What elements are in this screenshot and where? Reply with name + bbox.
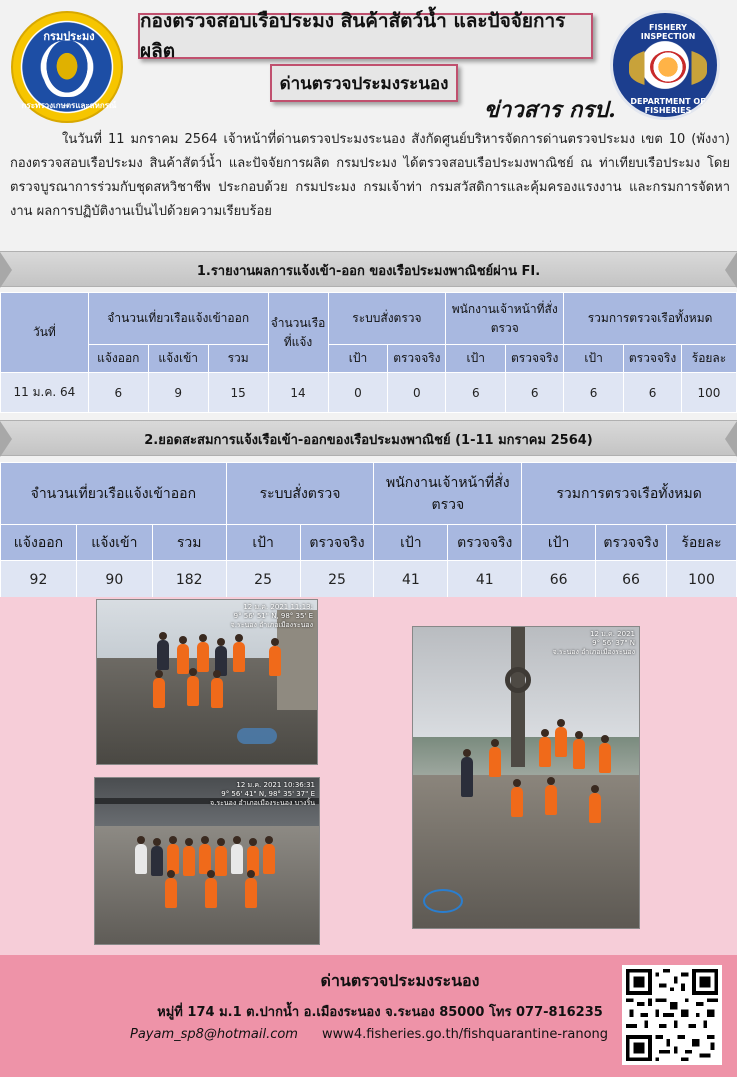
cell-ord-actual: 0: [388, 373, 446, 413]
section1-banner: [0, 251, 737, 287]
sub-tot-actual: ตรวจจริง: [624, 345, 682, 373]
department-of-fisheries-logo: [11, 11, 123, 123]
fish-emblem-icon: [650, 51, 686, 83]
col-ordered: ระบบสั่งตรวจ: [328, 293, 446, 345]
daily-report-table: [0, 292, 737, 413]
cell-off-target: 41: [374, 561, 448, 599]
qr-code-icon[interactable]: [622, 965, 722, 1065]
sub-out: แจ้งออก: [88, 345, 148, 373]
sub-tot-actual: ตรวจจริง: [596, 525, 667, 561]
sub-ord-actual: ตรวจจริง: [388, 345, 446, 373]
sub-out: แจ้งออก: [1, 525, 77, 561]
cell-sum: 15: [208, 373, 268, 413]
sub-tot-target: เป้า: [522, 525, 596, 561]
col-vessels: จำนวนเรือที่แจ้ง: [268, 293, 328, 373]
sub-in: แจ้งเข้า: [76, 525, 152, 561]
fishery-inspection-logo: [610, 10, 720, 120]
col-total: รวมการตรวจเรือทั้งหมด: [522, 463, 737, 525]
sub-percent: ร้อยละ: [667, 525, 737, 561]
inspection-photo-1: [96, 599, 318, 765]
footer-email[interactable]: Payam_sp8@hotmail.com: [130, 1027, 298, 1042]
cell-date: 11 ม.ค. 64: [1, 373, 89, 413]
table-row: [1, 561, 737, 599]
sub-in: แจ้งเข้า: [148, 345, 208, 373]
sub-off-actual: ตรวจจริง: [506, 345, 564, 373]
inspection-photo-3: [412, 626, 640, 929]
sub-off-actual: ตรวจจริง: [448, 525, 522, 561]
sub-sum: รวม: [208, 345, 268, 373]
sub-percent: ร้อยละ: [681, 345, 736, 373]
page-subtitle: ด่านตรวจประมงระนอง: [270, 64, 458, 102]
cell-ord-target: 0: [328, 373, 388, 413]
footer-office-name: ด่านตรวจประมงระนอง: [320, 971, 480, 990]
logo-right-top-text: FISHERY INSPECTION: [640, 23, 696, 41]
header: [0, 0, 737, 128]
sub-ord-actual: ตรวจจริง: [300, 525, 374, 561]
col-officer: พนักงานเจ้าหน้าที่สั่งตรวจ: [446, 293, 564, 345]
cell-percent: 100: [667, 561, 737, 599]
cell-vessels: 14: [268, 373, 328, 413]
sub-sum: รวม: [152, 525, 226, 561]
banner-left-arrow-icon: [0, 252, 12, 288]
sub-tot-target: เป้า: [564, 345, 624, 373]
col-date: วันที่: [1, 293, 89, 373]
page-title: กองตรวจสอบเรือประมง สินค้าสัตว์น้ำ และปัจจัยการผลิต: [138, 13, 593, 59]
cell-out: 6: [88, 373, 148, 413]
col-total: รวมการตรวจเรือทั้งหมด: [564, 293, 737, 345]
cell-percent: 100: [681, 373, 736, 413]
banner-right-arrow-icon: [725, 252, 737, 288]
logo-left-bottom-text: กระทรวงเกษตรและสหกรณ์: [21, 101, 117, 110]
cell-tot-target: 66: [522, 561, 596, 599]
cell-ord-target: 25: [226, 561, 300, 599]
inspection-photo-2: [94, 777, 320, 945]
footer-website[interactable]: www4.fisheries.go.th/fishquarantine-ranong: [322, 1027, 609, 1042]
footer: [0, 955, 737, 1077]
cell-in: 90: [76, 561, 152, 599]
banner-right-arrow-icon: [725, 421, 737, 457]
photo-2-stamp: 12 ม.ค. 2021 10:36:31 9° 56' 41" N, 98° 35' 37" E จ.ระนอง อำเภอเมืองระนอง บางริ้น: [210, 781, 315, 807]
section2-banner: [0, 420, 737, 456]
cell-off-actual: 41: [448, 561, 522, 599]
col-officer: พนักงานเจ้าหน้าที่สั่งตรวจ: [374, 463, 522, 525]
logo-left-top-text: กรมประมง: [43, 30, 95, 43]
col-ordered: ระบบสั่งตรวจ: [226, 463, 374, 525]
cell-ord-actual: 25: [300, 561, 374, 599]
photo-1-stamp: 12 ม.ค. 2021 11:13: 9° 56' 51" N, 98° 35' E จ.ระนอง อำเภอเมืองระนอง: [230, 603, 313, 629]
cell-out: 92: [1, 561, 77, 599]
sub-off-target: เป้า: [374, 525, 448, 561]
cell-sum: 182: [152, 561, 226, 599]
intro-paragraph: ในวันที่ 11 มกราคม 2564 เจ้าหน้าที่ด่านตรวจประมงระนอง สังกัดศูนย์บริหารจัดการด่านตรวจประมง เขต 10 (พังงา) กองตรวจสอบเรือประมง สินค้าสัตว์น้ำ และปัจจัยการผลิต กรมประมง ได้ตรวจสอบเรือประมงพาณิชย์ ณ ท่าเทียบเรือประมง โดยตรวจบูรณาการร่วมกับชุดสหวิชาชีพ ประกอบด้วย กรมประมง กรมเจ้าท่า กรมสวัสดิการและคุ้มครองแรงงาน และกรมการจัดหางาน ผลการปฏิบัติงานเป็นไปด้วยความเรียบร้อย: [10, 132, 730, 219]
sub-ord-target: เป้า: [226, 525, 300, 561]
logo-right-bottom-text: DEPARTMENT OF FISHERIES: [630, 97, 706, 115]
news-label: ข่าวสาร กรป.: [484, 97, 616, 123]
emblem-icon: [43, 41, 91, 97]
cell-tot-actual: 66: [596, 561, 667, 599]
photo-3-stamp: 12 ม.ค. 2021 9° 56' 37" N จ.ระนอง อำเภอเมืองระนอง: [552, 630, 635, 656]
photo-area: [0, 597, 737, 955]
cell-off-target: 6: [446, 373, 506, 413]
cell-in: 9: [148, 373, 208, 413]
section1-title: 1.รายงานผลการแจ้งเข้า-ออก ของเรือประมงพาณิชย์ผ่าน FI.: [196, 263, 541, 279]
col-trips: จำนวนเที่ยวเรือแจ้งเข้าออก: [1, 463, 227, 525]
cumulative-report-table: [0, 462, 737, 599]
cell-off-actual: 6: [506, 373, 564, 413]
cell-tot-actual: 6: [624, 373, 682, 413]
sub-off-target: เป้า: [446, 345, 506, 373]
table-row: [1, 373, 737, 413]
sub-ord-target: เป้า: [328, 345, 388, 373]
cell-tot-target: 6: [564, 373, 624, 413]
section2-title: 2.ยอดสะสมการแจ้งเรือเข้า-ออกของเรือประมงพาณิชย์ (1-11 มกราคม 2564): [144, 432, 593, 448]
footer-address: หมู่ที่ 174 ม.1 ต.ปากน้ำ อ.เมืองระนอง จ.ระนอง 85000 โทร 077-816235: [157, 1005, 603, 1020]
banner-left-arrow-icon: [0, 421, 12, 457]
col-trips: จำนวนเที่ยวเรือแจ้งเข้าออก: [88, 293, 268, 345]
